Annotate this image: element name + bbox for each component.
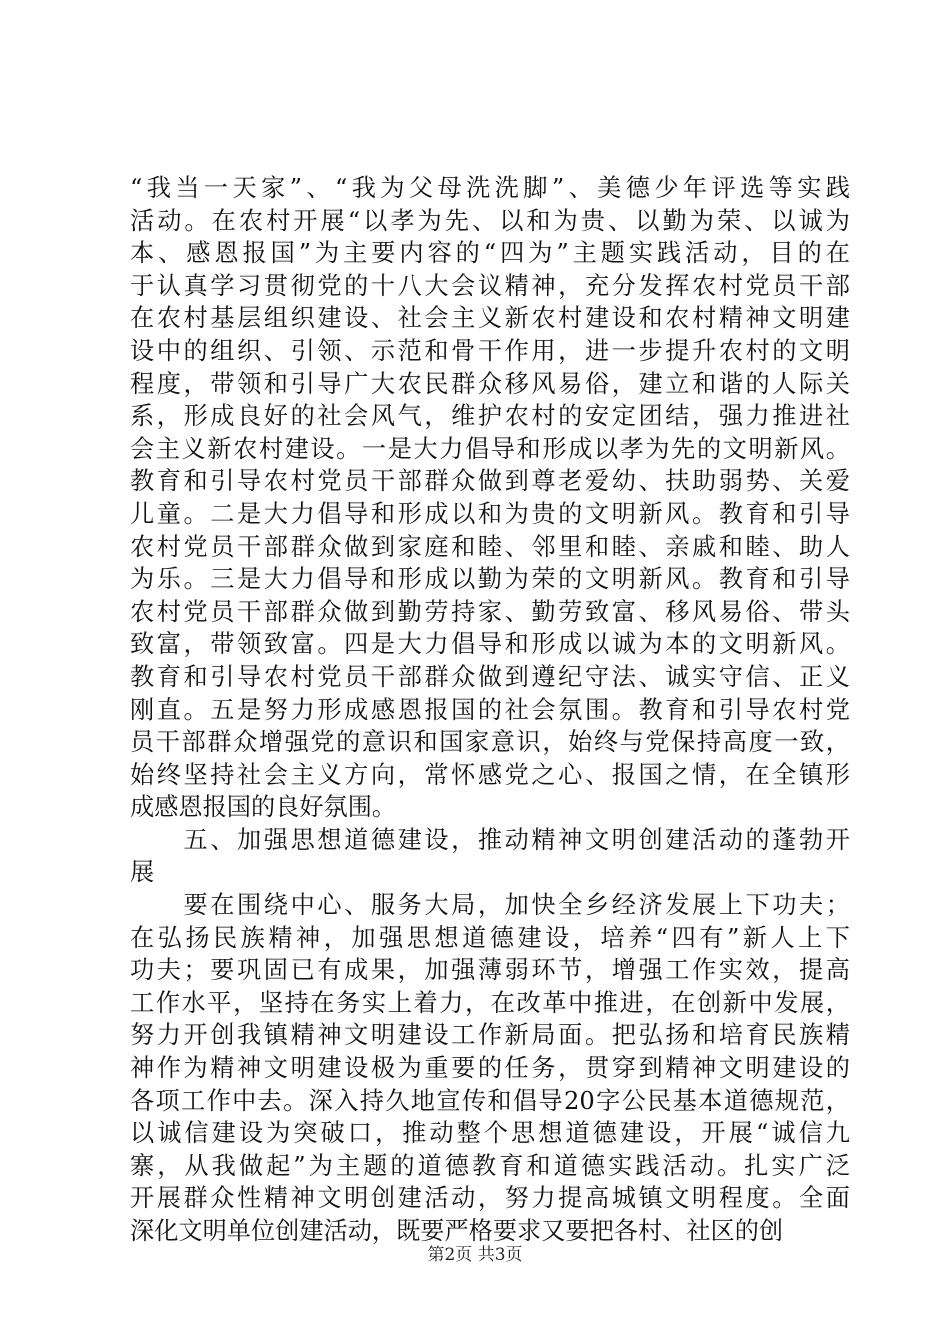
text-line: 会主义新农村建设。一是大力倡导和形成以孝为先的文明新风。 [130, 434, 850, 463]
text-line: 为乐。三是大力倡导和形成以勤为荣的文明新风。教育和引导 [130, 565, 850, 594]
text-line: 各项工作中去。深入持久地宣传和倡导20字公民基本道德规范， [130, 1086, 850, 1115]
text-line: “我当一天家”、“我为父母洗洗脚”、美德少年评选等实践 [130, 174, 850, 202]
text-line: 本、感恩报国”为主要内容的“四为”主题实践活动，目的在 [130, 239, 850, 268]
text-line: 儿童。二是大力倡导和形成以和为贵的文明新风。教育和引导 [130, 499, 850, 528]
text-line: 深化文明单位创建活动，既要严格要求又要把各村、社区的创 [130, 1217, 784, 1245]
text-line: 要在围绕中心、服务大局，加快全乡经济发展上下功夫； [130, 891, 850, 920]
paragraph [130, 889, 850, 1248]
paragraph [130, 172, 850, 824]
text-line: 农村党员干部群众做到家庭和睦、邻里和睦、亲戚和睦、助人 [130, 532, 850, 561]
text-line: 致富，带领致富。四是大力倡导和形成以诚为本的文明新风。 [130, 630, 850, 659]
text-line: 刚直。五是努力形成感恩报国的社会氛围。教育和引导农村党 [130, 695, 850, 724]
text-line: 活动。在农村开展“以孝为先、以和为贵、以勤为荣、以诚为 [130, 206, 850, 235]
text-line: 寨，从我做起”为主题的道德教育和道德实践活动。扎实广泛 [130, 1151, 850, 1180]
text-line: 始终坚持社会主义方向，常怀感党之心、报国之情，在全镇形 [130, 760, 850, 789]
text-line: 设中的组织、引领、示范和骨干作用，进一步提升农村的文明 [130, 336, 850, 365]
text-line: 开展群众性精神文明创建活动，努力提高城镇文明程度。全面 [130, 1184, 850, 1213]
text-line: 在农村基层组织建设、社会主义新农村建设和农村精神文明建 [130, 304, 850, 333]
text-line: 成感恩报国的良好氛围。 [130, 793, 397, 822]
text-line: 展 [130, 858, 155, 887]
page-footer: 第2页 共3页 [427, 1245, 523, 1265]
text-line: 程度，带领和引导广大农民群众移风易俗，建立和谐的人际关 [130, 369, 850, 398]
text-line: 农村党员干部群众做到勤劳持家、勤劳致富、移风易俗、带头 [130, 597, 850, 626]
text-line: 功夫；要巩固已有成果，加强薄弱环节，增强工作实效，提高 [130, 956, 850, 985]
section-heading [130, 824, 850, 889]
text-line: 努力开创我镇精神文明建设工作新局面。把弘扬和培育民族精 [130, 1021, 850, 1050]
text-line: 员干部群众增强党的意识和国家意识，始终与党保持高度一致， [130, 728, 850, 757]
text-line: 工作水平，坚持在务实上着力，在改革中推进，在创新中发展， [130, 988, 850, 1017]
text-line: 神作为精神文明建设极为重要的任务，贯穿到精神文明建设的 [130, 1054, 850, 1083]
text-line: 教育和引导农村党员干部群众做到尊老爱幼、扶助弱势、关爱 [130, 467, 850, 496]
document-body [130, 172, 850, 1248]
text-line: 教育和引导农村党员干部群众做到遵纪守法、诚实守信、正义 [130, 662, 850, 691]
text-line: 于认真学习贯彻党的十八大会议精神，充分发挥农村党员干部 [130, 271, 850, 300]
text-line: 五、加强思想道德建设，推动精神文明创建活动的蓬勃开 [130, 825, 850, 854]
text-line: 以诚信建设为突破口，推动整个思想道德建设，开展“诚信九 [130, 1119, 850, 1148]
text-line: 系，形成良好的社会风气，维护农村的安定团结，强力推进社 [130, 402, 850, 431]
text-line: 在弘扬民族精神，加强思想道德建设，培养“四有”新人上下 [130, 923, 850, 952]
